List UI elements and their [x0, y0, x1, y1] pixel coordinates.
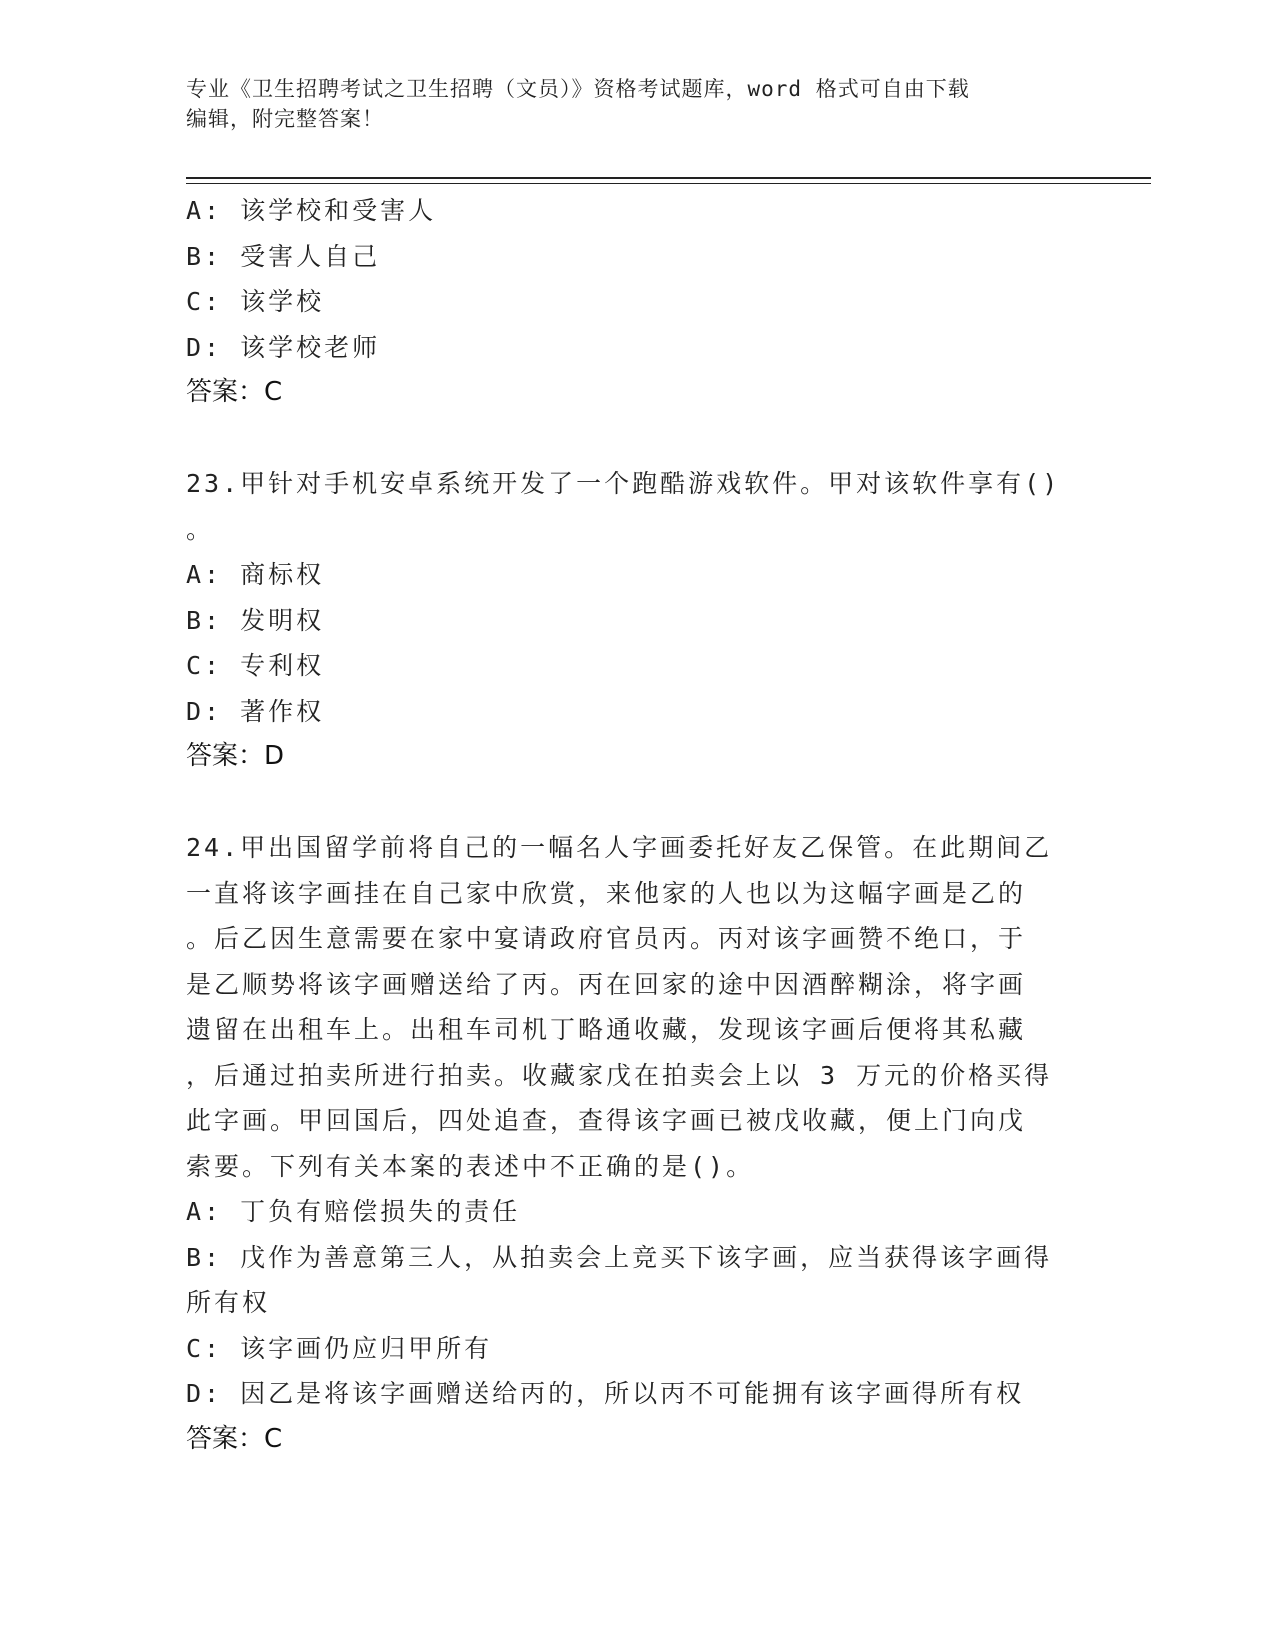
question-stem-line: 是乙顺势将该字画赠送给了丙。丙在回家的途中因酒醉糊涂，将字画 — [186, 969, 1027, 999]
question-stem-line: 一直将该字画挂在自己家中欣赏，来他家的人也以为这幅字画是乙的 — [186, 878, 1027, 908]
header-line-2: 编辑，附完整答案！ — [186, 107, 384, 131]
question-stem-line: ，后通过拍卖所进行拍卖。收藏家戊在拍卖会上以 3 万元的价格买得 — [186, 1060, 1053, 1090]
option-b: B: 受害人自己 — [186, 241, 381, 271]
option-c: C: 该字画仍应归甲所有 — [186, 1333, 493, 1363]
option-d: D: 著作权 — [186, 696, 325, 726]
question-list — [186, 188, 1066, 1462]
option-a: A: 商标权 — [186, 560, 325, 589]
spacer — [186, 416, 1066, 462]
document-header — [186, 74, 1066, 134]
option-d: D: 因乙是将该字画赠送给丙的，所以丙不可能拥有该字画得所有权 — [186, 1379, 1025, 1408]
question-stem-line: 23.甲针对手机安卓系统开发了一个跑酷游戏软件。甲对该软件享有() — [186, 469, 1061, 498]
option-b: B: 发明权 — [186, 605, 325, 635]
option-c: C: 该学校 — [186, 287, 325, 316]
question-stem-line: 遗留在出租车上。出租车司机丁略通收藏，发现该字画后便将其私藏 — [186, 1015, 1027, 1044]
option-c: C: 专利权 — [186, 651, 325, 680]
option-b: B: 戊作为善意第三人，从拍卖会上竞买下该字画，应当获得该字画得 — [186, 1242, 1053, 1272]
question-stem-line: 。 — [186, 514, 215, 544]
option-a: A: 该学校和受害人 — [186, 196, 437, 225]
question-block-22 — [186, 188, 1066, 416]
header-divider-thin — [186, 183, 1151, 184]
question-stem-line: 24.甲出国留学前将自己的一幅名人字画委托好友乙保管。在此期间乙 — [186, 833, 1053, 862]
option-b-continued: 所有权 — [186, 1288, 271, 1317]
option-a: A: 丁负有赔偿损失的责任 — [186, 1197, 521, 1226]
question-stem-line: 索要。下列有关本案的表述中不正确的是()。 — [186, 1151, 755, 1181]
header-divider-thick — [186, 177, 1151, 179]
option-d: D: 该学校老师 — [186, 332, 381, 362]
answer-line: 答案：C — [186, 1423, 283, 1454]
spacer — [186, 780, 1066, 826]
question-block-24 — [186, 825, 1066, 1462]
answer-line: 答案：D — [186, 741, 285, 771]
question-stem-line: 此字画。甲回国后，四处追查，查得该字画已被戊收藏，便上门向戊 — [186, 1106, 1027, 1135]
answer-line: 答案：C — [186, 377, 283, 407]
question-stem-line: 。后乙因生意需要在家中宴请政府官员丙。丙对该字画赞不绝口，于 — [186, 924, 1027, 953]
question-block-23 — [186, 461, 1066, 780]
header-line-1: 专业《卫生招聘考试之卫生招聘（文员）》资格考试题库，word 格式可自由下载 — [186, 77, 970, 101]
